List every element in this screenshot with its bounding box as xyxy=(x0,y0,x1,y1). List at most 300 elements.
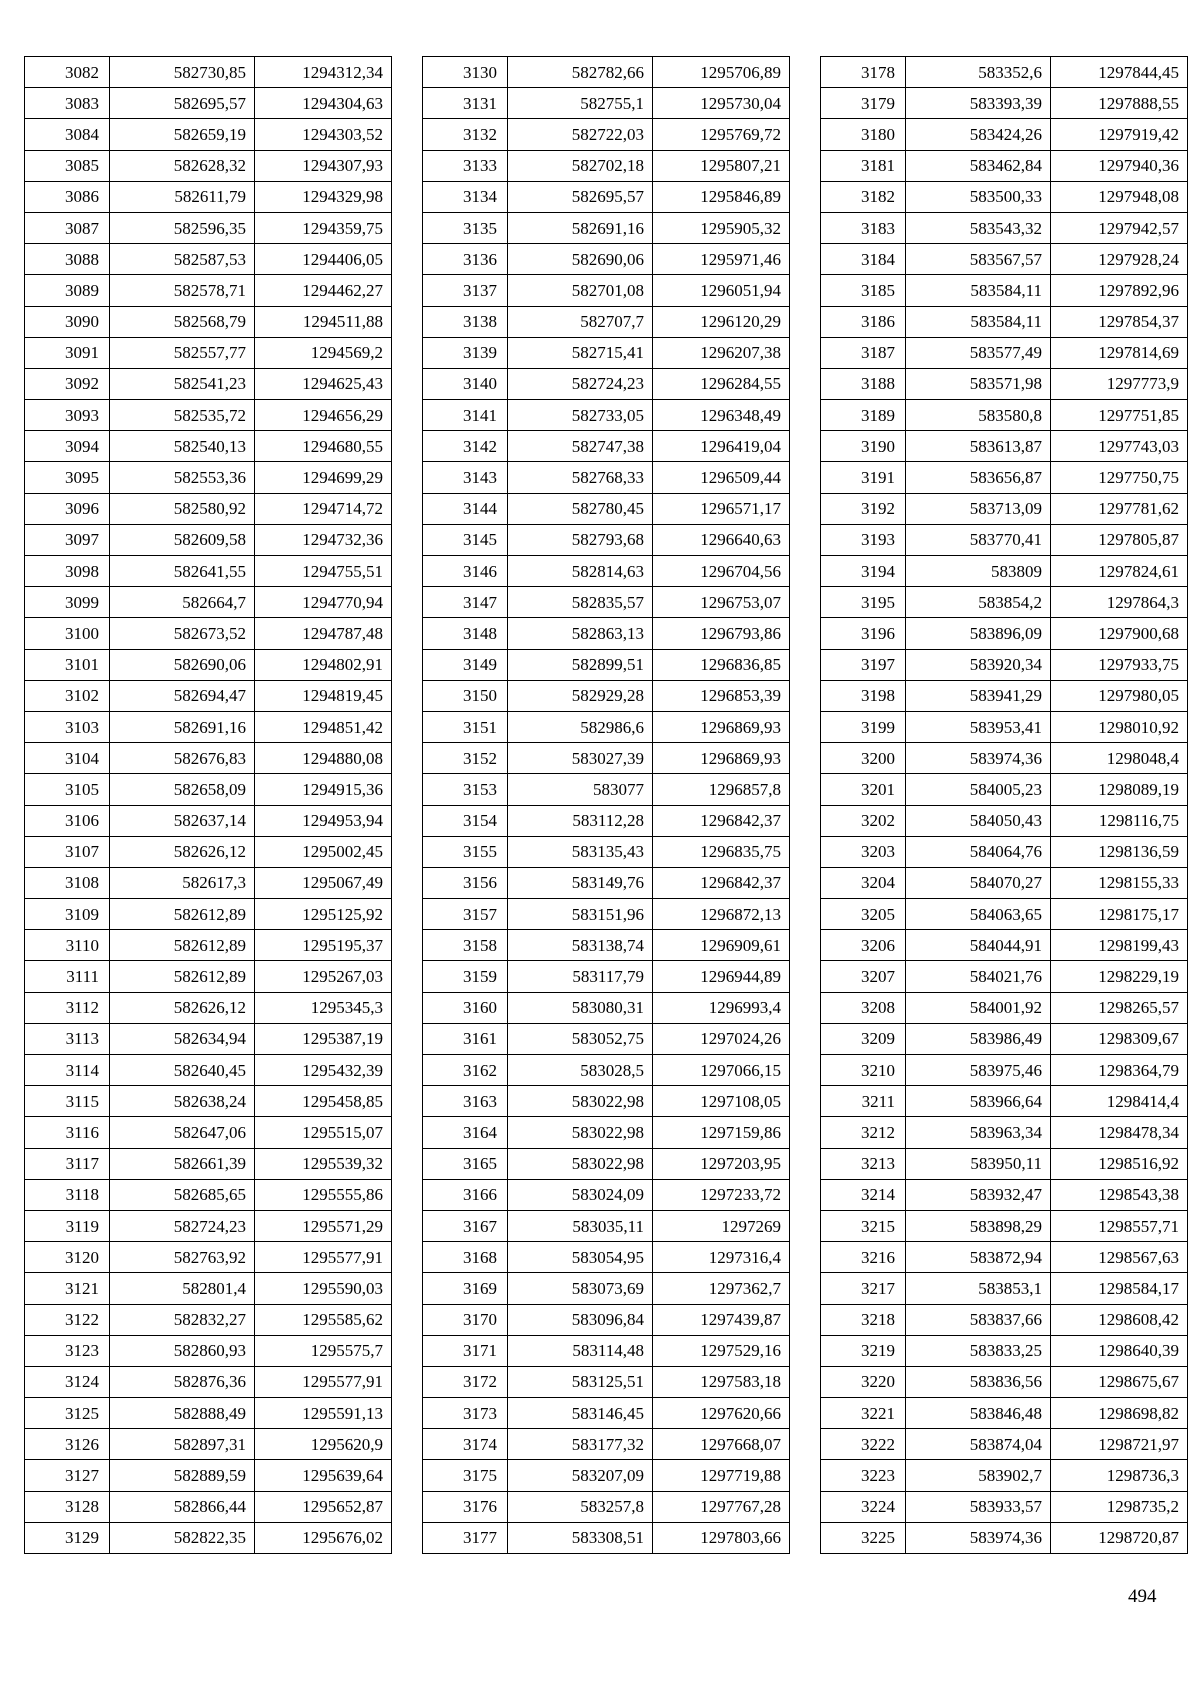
point-number-cell: 3112 xyxy=(25,992,110,1023)
y-coordinate-cell: 1297940,36 xyxy=(1051,150,1188,181)
table-row xyxy=(423,400,790,431)
y-coordinate-cell: 1297781,62 xyxy=(1051,493,1188,524)
y-coordinate-cell: 1294787,48 xyxy=(255,618,392,649)
point-number-cell: 3149 xyxy=(423,649,508,680)
x-coordinate-cell: 583986,49 xyxy=(906,1023,1051,1054)
point-number-cell: 3170 xyxy=(423,1304,508,1335)
table-row xyxy=(821,805,1188,836)
point-number-cell: 3137 xyxy=(423,275,508,306)
point-number-cell: 3114 xyxy=(25,1055,110,1086)
table-row xyxy=(423,1429,790,1460)
point-number-cell: 3126 xyxy=(25,1429,110,1460)
point-number-cell: 3192 xyxy=(821,493,906,524)
table-row xyxy=(821,1023,1188,1054)
x-coordinate-cell: 583352,6 xyxy=(906,57,1051,88)
point-number-cell: 3169 xyxy=(423,1273,508,1304)
y-coordinate-cell: 1298735,2 xyxy=(1051,1491,1188,1522)
point-number-cell: 3100 xyxy=(25,618,110,649)
y-coordinate-cell: 1295706,89 xyxy=(653,57,790,88)
table-row xyxy=(821,1242,1188,1273)
point-number-cell: 3161 xyxy=(423,1023,508,1054)
point-number-cell: 3111 xyxy=(25,961,110,992)
y-coordinate-cell: 1295846,89 xyxy=(653,181,790,212)
point-number-cell: 3164 xyxy=(423,1117,508,1148)
point-number-cell: 3181 xyxy=(821,150,906,181)
table-row xyxy=(821,743,1188,774)
table-row xyxy=(25,1522,392,1553)
point-number-cell: 3223 xyxy=(821,1460,906,1491)
x-coordinate-cell: 582634,94 xyxy=(110,1023,255,1054)
x-coordinate-cell: 582863,13 xyxy=(508,618,653,649)
y-coordinate-cell: 1298720,87 xyxy=(1051,1522,1188,1553)
y-coordinate-cell: 1297750,75 xyxy=(1051,462,1188,493)
point-number-cell: 3195 xyxy=(821,587,906,618)
table-row xyxy=(423,181,790,212)
y-coordinate-cell: 1297773,9 xyxy=(1051,368,1188,399)
table-row xyxy=(821,368,1188,399)
point-number-cell: 3196 xyxy=(821,618,906,649)
y-coordinate-cell: 1297203,95 xyxy=(653,1148,790,1179)
y-coordinate-cell: 1298478,34 xyxy=(1051,1117,1188,1148)
y-coordinate-cell: 1296640,63 xyxy=(653,524,790,555)
table-row xyxy=(423,368,790,399)
x-coordinate-cell: 583902,7 xyxy=(906,1460,1051,1491)
y-coordinate-cell: 1295515,07 xyxy=(255,1117,392,1148)
point-number-cell: 3151 xyxy=(423,711,508,742)
table-row xyxy=(25,1429,392,1460)
x-coordinate-cell: 583953,41 xyxy=(906,711,1051,742)
point-number-cell: 3129 xyxy=(25,1522,110,1553)
y-coordinate-cell: 1295458,85 xyxy=(255,1086,392,1117)
point-number-cell: 3172 xyxy=(423,1366,508,1397)
point-number-cell: 3117 xyxy=(25,1148,110,1179)
point-number-cell: 3110 xyxy=(25,930,110,961)
table-row xyxy=(423,1086,790,1117)
x-coordinate-cell: 583052,75 xyxy=(508,1023,653,1054)
point-number-cell: 3127 xyxy=(25,1460,110,1491)
x-coordinate-cell: 584005,23 xyxy=(906,774,1051,805)
table-row xyxy=(821,836,1188,867)
table-row xyxy=(25,57,392,88)
y-coordinate-cell: 1298364,79 xyxy=(1051,1055,1188,1086)
y-coordinate-cell: 1294656,29 xyxy=(255,400,392,431)
point-number-cell: 3173 xyxy=(423,1398,508,1429)
point-number-cell: 3198 xyxy=(821,680,906,711)
table-row xyxy=(25,1086,392,1117)
y-coordinate-cell: 1296571,17 xyxy=(653,493,790,524)
y-coordinate-cell: 1298199,43 xyxy=(1051,930,1188,961)
point-number-cell: 3160 xyxy=(423,992,508,1023)
x-coordinate-cell: 583462,84 xyxy=(906,150,1051,181)
x-coordinate-cell: 583500,33 xyxy=(906,181,1051,212)
y-coordinate-cell: 1296909,61 xyxy=(653,930,790,961)
table-row xyxy=(25,88,392,119)
table-row xyxy=(25,1023,392,1054)
y-coordinate-cell: 1298584,17 xyxy=(1051,1273,1188,1304)
x-coordinate-cell: 582929,28 xyxy=(508,680,653,711)
x-coordinate-cell: 582659,19 xyxy=(110,119,255,150)
x-coordinate-cell: 583073,69 xyxy=(508,1273,653,1304)
table-row xyxy=(821,150,1188,181)
table-row xyxy=(25,805,392,836)
x-coordinate-cell: 582658,09 xyxy=(110,774,255,805)
y-coordinate-cell: 1295591,13 xyxy=(255,1398,392,1429)
x-coordinate-cell: 582801,4 xyxy=(110,1273,255,1304)
y-coordinate-cell: 1294307,93 xyxy=(255,150,392,181)
x-coordinate-cell: 583112,28 xyxy=(508,805,653,836)
y-coordinate-cell: 1298175,17 xyxy=(1051,899,1188,930)
point-number-cell: 3099 xyxy=(25,587,110,618)
x-coordinate-cell: 582835,57 xyxy=(508,587,653,618)
x-coordinate-cell: 584001,92 xyxy=(906,992,1051,1023)
table-row xyxy=(821,774,1188,805)
x-coordinate-cell: 583933,57 xyxy=(906,1491,1051,1522)
point-number-cell: 3210 xyxy=(821,1055,906,1086)
x-coordinate-cell: 582694,47 xyxy=(110,680,255,711)
point-number-cell: 3128 xyxy=(25,1491,110,1522)
x-coordinate-cell: 583077 xyxy=(508,774,653,805)
y-coordinate-cell: 1294303,52 xyxy=(255,119,392,150)
point-number-cell: 3119 xyxy=(25,1210,110,1241)
x-coordinate-cell: 582733,05 xyxy=(508,400,653,431)
y-coordinate-cell: 1297529,16 xyxy=(653,1335,790,1366)
x-coordinate-cell: 583836,56 xyxy=(906,1366,1051,1397)
y-coordinate-cell: 1297888,55 xyxy=(1051,88,1188,119)
x-coordinate-cell: 582755,1 xyxy=(508,88,653,119)
table-row xyxy=(821,1086,1188,1117)
x-coordinate-cell: 582596,35 xyxy=(110,212,255,243)
point-number-cell: 3133 xyxy=(423,150,508,181)
point-number-cell: 3134 xyxy=(423,181,508,212)
point-number-cell: 3204 xyxy=(821,867,906,898)
table-row xyxy=(25,119,392,150)
x-coordinate-cell: 583613,87 xyxy=(906,431,1051,462)
point-number-cell: 3104 xyxy=(25,743,110,774)
table-row xyxy=(25,1055,392,1086)
point-number-cell: 3095 xyxy=(25,462,110,493)
point-number-cell: 3211 xyxy=(821,1086,906,1117)
table-row xyxy=(821,1304,1188,1335)
x-coordinate-cell: 583022,98 xyxy=(508,1086,653,1117)
y-coordinate-cell: 1295769,72 xyxy=(653,119,790,150)
x-coordinate-cell: 582768,33 xyxy=(508,462,653,493)
x-coordinate-cell: 583135,43 xyxy=(508,836,653,867)
point-number-cell: 3175 xyxy=(423,1460,508,1491)
table-row xyxy=(25,1366,392,1397)
table-row xyxy=(821,88,1188,119)
y-coordinate-cell: 1296872,13 xyxy=(653,899,790,930)
y-coordinate-cell: 1297900,68 xyxy=(1051,618,1188,649)
point-number-cell: 3217 xyxy=(821,1273,906,1304)
y-coordinate-cell: 1297024,26 xyxy=(653,1023,790,1054)
point-number-cell: 3187 xyxy=(821,337,906,368)
x-coordinate-cell: 582612,89 xyxy=(110,930,255,961)
y-coordinate-cell: 1298136,59 xyxy=(1051,836,1188,867)
point-number-cell: 3207 xyxy=(821,961,906,992)
y-coordinate-cell: 1297439,87 xyxy=(653,1304,790,1335)
table-row xyxy=(25,368,392,399)
y-coordinate-cell: 1296348,49 xyxy=(653,400,790,431)
x-coordinate-cell: 582540,13 xyxy=(110,431,255,462)
table-row xyxy=(25,1273,392,1304)
y-coordinate-cell: 1298155,33 xyxy=(1051,867,1188,898)
x-coordinate-cell: 582707,7 xyxy=(508,306,653,337)
table-row xyxy=(821,244,1188,275)
y-coordinate-cell: 1295555,86 xyxy=(255,1179,392,1210)
y-coordinate-cell: 1294714,72 xyxy=(255,493,392,524)
table-row xyxy=(821,992,1188,1023)
x-coordinate-cell: 583577,49 xyxy=(906,337,1051,368)
y-coordinate-cell: 1297892,96 xyxy=(1051,275,1188,306)
x-coordinate-cell: 582889,59 xyxy=(110,1460,255,1491)
y-coordinate-cell: 1297620,66 xyxy=(653,1398,790,1429)
table-row xyxy=(423,649,790,680)
point-number-cell: 3142 xyxy=(423,431,508,462)
table-row xyxy=(25,961,392,992)
point-number-cell: 3157 xyxy=(423,899,508,930)
table-row xyxy=(821,212,1188,243)
point-number-cell: 3188 xyxy=(821,368,906,399)
point-number-cell: 3107 xyxy=(25,836,110,867)
table-row xyxy=(423,244,790,275)
x-coordinate-cell: 582609,58 xyxy=(110,524,255,555)
point-number-cell: 3216 xyxy=(821,1242,906,1273)
point-number-cell: 3178 xyxy=(821,57,906,88)
table-row xyxy=(423,836,790,867)
x-coordinate-cell: 582780,45 xyxy=(508,493,653,524)
point-number-cell: 3101 xyxy=(25,649,110,680)
point-number-cell: 3146 xyxy=(423,556,508,587)
y-coordinate-cell: 1296869,93 xyxy=(653,743,790,774)
point-number-cell: 3199 xyxy=(821,711,906,742)
y-coordinate-cell: 1296993,4 xyxy=(653,992,790,1023)
x-coordinate-cell: 583054,95 xyxy=(508,1242,653,1273)
x-coordinate-cell: 584064,76 xyxy=(906,836,1051,867)
table-row xyxy=(25,930,392,961)
point-number-cell: 3167 xyxy=(423,1210,508,1241)
point-number-cell: 3163 xyxy=(423,1086,508,1117)
point-number-cell: 3130 xyxy=(423,57,508,88)
y-coordinate-cell: 1296836,85 xyxy=(653,649,790,680)
point-number-cell: 3176 xyxy=(423,1491,508,1522)
x-coordinate-cell: 582747,38 xyxy=(508,431,653,462)
table-row xyxy=(423,493,790,524)
y-coordinate-cell: 1298608,42 xyxy=(1051,1304,1188,1335)
x-coordinate-cell: 582763,92 xyxy=(110,1242,255,1273)
y-coordinate-cell: 1297948,08 xyxy=(1051,181,1188,212)
y-coordinate-cell: 1295432,39 xyxy=(255,1055,392,1086)
y-coordinate-cell: 1298309,67 xyxy=(1051,1023,1188,1054)
point-number-cell: 3221 xyxy=(821,1398,906,1429)
y-coordinate-cell: 1296835,75 xyxy=(653,836,790,867)
table-row xyxy=(821,899,1188,930)
x-coordinate-cell: 584044,91 xyxy=(906,930,1051,961)
table-row xyxy=(25,1148,392,1179)
y-coordinate-cell: 1297767,28 xyxy=(653,1491,790,1522)
table-row xyxy=(423,1273,790,1304)
point-number-cell: 3115 xyxy=(25,1086,110,1117)
table-row xyxy=(821,867,1188,898)
x-coordinate-cell: 582611,79 xyxy=(110,181,255,212)
point-number-cell: 3158 xyxy=(423,930,508,961)
point-number-cell: 3124 xyxy=(25,1366,110,1397)
table-row xyxy=(821,524,1188,555)
table-row xyxy=(423,1366,790,1397)
x-coordinate-cell: 583567,57 xyxy=(906,244,1051,275)
table-row xyxy=(25,680,392,711)
y-coordinate-cell: 1295676,02 xyxy=(255,1522,392,1553)
point-number-cell: 3094 xyxy=(25,431,110,462)
x-coordinate-cell: 582647,06 xyxy=(110,1117,255,1148)
point-number-cell: 3174 xyxy=(423,1429,508,1460)
point-number-cell: 3105 xyxy=(25,774,110,805)
x-coordinate-cell: 583854,2 xyxy=(906,587,1051,618)
y-coordinate-cell: 1295267,03 xyxy=(255,961,392,992)
point-number-cell: 3103 xyxy=(25,711,110,742)
table-row xyxy=(821,275,1188,306)
table-row xyxy=(423,961,790,992)
x-coordinate-cell: 583974,36 xyxy=(906,1522,1051,1553)
y-coordinate-cell: 1297864,3 xyxy=(1051,587,1188,618)
y-coordinate-cell: 1296207,38 xyxy=(653,337,790,368)
table-row xyxy=(423,587,790,618)
y-coordinate-cell: 1298048,4 xyxy=(1051,743,1188,774)
table-row xyxy=(423,1335,790,1366)
x-coordinate-cell: 583809 xyxy=(906,556,1051,587)
table-row xyxy=(423,556,790,587)
x-coordinate-cell: 582612,89 xyxy=(110,899,255,930)
x-coordinate-cell: 583580,8 xyxy=(906,400,1051,431)
y-coordinate-cell: 1298640,39 xyxy=(1051,1335,1188,1366)
table-row xyxy=(821,306,1188,337)
y-coordinate-cell: 1297805,87 xyxy=(1051,524,1188,555)
point-number-cell: 3150 xyxy=(423,680,508,711)
x-coordinate-cell: 582617,3 xyxy=(110,867,255,898)
point-number-cell: 3088 xyxy=(25,244,110,275)
x-coordinate-cell: 583713,09 xyxy=(906,493,1051,524)
x-coordinate-cell: 582832,27 xyxy=(110,1304,255,1335)
y-coordinate-cell: 1294625,43 xyxy=(255,368,392,399)
y-coordinate-cell: 1294304,63 xyxy=(255,88,392,119)
table-row xyxy=(25,774,392,805)
table-row xyxy=(423,1179,790,1210)
table-row xyxy=(423,431,790,462)
y-coordinate-cell: 1297233,72 xyxy=(653,1179,790,1210)
y-coordinate-cell: 1297743,03 xyxy=(1051,431,1188,462)
y-coordinate-cell: 1295652,87 xyxy=(255,1491,392,1522)
x-coordinate-cell: 582860,93 xyxy=(110,1335,255,1366)
y-coordinate-cell: 1297751,85 xyxy=(1051,400,1188,431)
table-row xyxy=(423,992,790,1023)
table-row xyxy=(25,587,392,618)
x-coordinate-cell: 582888,49 xyxy=(110,1398,255,1429)
y-coordinate-cell: 1296842,37 xyxy=(653,867,790,898)
point-number-cell: 3185 xyxy=(821,275,906,306)
point-number-cell: 3097 xyxy=(25,524,110,555)
coordinate-table-3 xyxy=(820,56,1188,1554)
table-row xyxy=(25,1179,392,1210)
x-coordinate-cell: 582676,83 xyxy=(110,743,255,774)
y-coordinate-cell: 1294406,05 xyxy=(255,244,392,275)
table-row xyxy=(821,337,1188,368)
x-coordinate-cell: 583898,29 xyxy=(906,1210,1051,1241)
y-coordinate-cell: 1294819,45 xyxy=(255,680,392,711)
table-row xyxy=(25,1335,392,1366)
x-coordinate-cell: 583080,31 xyxy=(508,992,653,1023)
table-row xyxy=(25,400,392,431)
point-number-cell: 3183 xyxy=(821,212,906,243)
point-number-cell: 3202 xyxy=(821,805,906,836)
y-coordinate-cell: 1296842,37 xyxy=(653,805,790,836)
table-row xyxy=(25,711,392,742)
y-coordinate-cell: 1297928,24 xyxy=(1051,244,1188,275)
x-coordinate-cell: 582626,12 xyxy=(110,992,255,1023)
y-coordinate-cell: 1294851,42 xyxy=(255,711,392,742)
table-row xyxy=(423,275,790,306)
y-coordinate-cell: 1296857,8 xyxy=(653,774,790,805)
y-coordinate-cell: 1298089,19 xyxy=(1051,774,1188,805)
x-coordinate-cell: 583975,46 xyxy=(906,1055,1051,1086)
table-row xyxy=(821,1055,1188,1086)
y-coordinate-cell: 1296120,29 xyxy=(653,306,790,337)
x-coordinate-cell: 582691,16 xyxy=(110,711,255,742)
table-row xyxy=(423,212,790,243)
table-row xyxy=(423,1210,790,1241)
y-coordinate-cell: 1296753,07 xyxy=(653,587,790,618)
y-coordinate-cell: 1294680,55 xyxy=(255,431,392,462)
table-row xyxy=(821,1491,1188,1522)
y-coordinate-cell: 1296704,56 xyxy=(653,556,790,587)
x-coordinate-cell: 583177,32 xyxy=(508,1429,653,1460)
x-coordinate-cell: 582814,63 xyxy=(508,556,653,587)
point-number-cell: 3154 xyxy=(423,805,508,836)
x-coordinate-cell: 583027,39 xyxy=(508,743,653,774)
y-coordinate-cell: 1298516,92 xyxy=(1051,1148,1188,1179)
y-coordinate-cell: 1297933,75 xyxy=(1051,649,1188,680)
point-number-cell: 3159 xyxy=(423,961,508,992)
x-coordinate-cell: 583146,45 xyxy=(508,1398,653,1429)
y-coordinate-cell: 1297980,05 xyxy=(1051,680,1188,711)
point-number-cell: 3179 xyxy=(821,88,906,119)
x-coordinate-cell: 583896,09 xyxy=(906,618,1051,649)
point-number-cell: 3102 xyxy=(25,680,110,711)
page-number: 494 xyxy=(1128,1586,1157,1607)
y-coordinate-cell: 1294312,34 xyxy=(255,57,392,88)
x-coordinate-cell: 582793,68 xyxy=(508,524,653,555)
table-row xyxy=(423,867,790,898)
y-coordinate-cell: 1296853,39 xyxy=(653,680,790,711)
table-row xyxy=(423,119,790,150)
x-coordinate-cell: 583920,34 xyxy=(906,649,1051,680)
point-number-cell: 3113 xyxy=(25,1023,110,1054)
x-coordinate-cell: 584070,27 xyxy=(906,867,1051,898)
table-row xyxy=(25,1210,392,1241)
table-row xyxy=(821,431,1188,462)
point-number-cell: 3184 xyxy=(821,244,906,275)
x-coordinate-cell: 583149,76 xyxy=(508,867,653,898)
point-number-cell: 3135 xyxy=(423,212,508,243)
y-coordinate-cell: 1294359,75 xyxy=(255,212,392,243)
x-coordinate-cell: 583114,48 xyxy=(508,1335,653,1366)
point-number-cell: 3123 xyxy=(25,1335,110,1366)
table-row xyxy=(423,57,790,88)
point-number-cell: 3197 xyxy=(821,649,906,680)
table-row xyxy=(423,805,790,836)
point-number-cell: 3213 xyxy=(821,1148,906,1179)
table-row xyxy=(25,867,392,898)
y-coordinate-cell: 1295577,91 xyxy=(255,1366,392,1397)
y-coordinate-cell: 1296051,94 xyxy=(653,275,790,306)
